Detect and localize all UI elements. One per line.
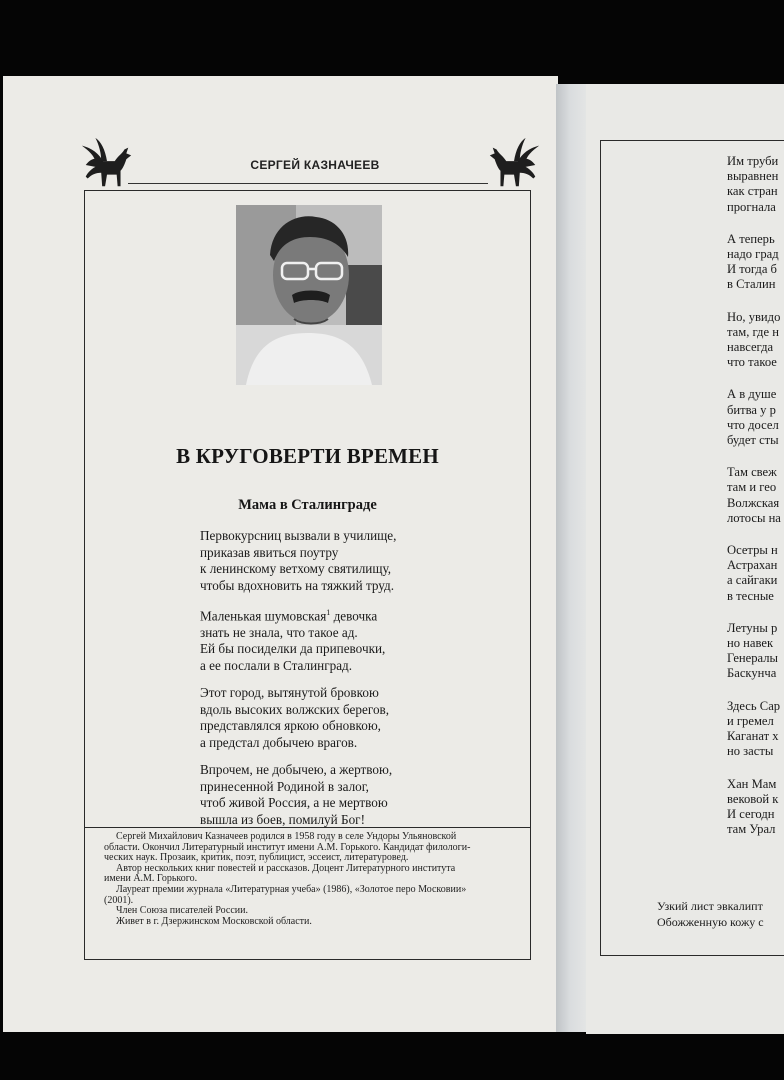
right-poem-line: Астрахан	[727, 558, 778, 573]
poem-title: Мама в Сталинграде	[238, 497, 377, 513]
right-stanza	[727, 465, 784, 526]
right-poem-line: А теперь	[727, 231, 775, 246]
author-photo	[236, 205, 382, 385]
right-footnote-line: Узкий лист эвкалипт	[657, 899, 763, 913]
poem-line-text: Маленькая шумовская	[200, 608, 327, 624]
right-page-poem	[727, 154, 784, 854]
right-poem-line: Каганат х	[727, 729, 779, 744]
right-poem-line: Но, увидо	[727, 309, 781, 324]
poem-line: чтоб живой Россия, а не мертвою	[200, 795, 388, 811]
bio-line: Член Союза писателей России.	[116, 905, 248, 917]
right-poem-line: в тесные	[727, 588, 774, 603]
poem-line: вдоль высоких волжских берегов,	[200, 701, 390, 717]
header-rule	[128, 183, 488, 184]
right-poem-line: Баскунча	[727, 666, 777, 681]
right-poem-line: лотосы на	[727, 510, 781, 525]
right-poem-line: А в душе	[727, 387, 777, 402]
bio-line: Лауреат премии журнала «Литературная учеба» (1986), «Золотое перо Московии»	[116, 883, 467, 895]
poem-line: вышла из боев, помилуй Бог!	[200, 811, 365, 827]
bio-divider	[84, 827, 531, 828]
right-poem-line: что такое	[727, 355, 777, 370]
bio-line: имени А.М. Горького.	[104, 873, 198, 885]
right-stanza	[727, 232, 784, 293]
book-title: В КРУГОВЕРТИ ВРЕМЕН	[176, 444, 439, 468]
right-poem-line: там, где н	[727, 324, 779, 339]
right-poem-line: а сайгаки	[727, 573, 778, 588]
right-poem-line: выравнен	[727, 169, 779, 184]
right-poem-line: как стран	[727, 184, 778, 199]
pegasus-icon	[485, 136, 543, 194]
bio-line: области. Окончил Литературный институт имени А.М. Горького. Кандидат филологи-	[104, 841, 471, 853]
bio-line: Сергей Михайлович Казначеев родился в 1958 году в селе Ундоры Ульяновской	[116, 831, 457, 842]
right-poem-line: и гремел	[727, 713, 774, 728]
poem-line: знать не знала, что такое ад.	[200, 624, 358, 640]
poem-line: а предстал добычею врагов.	[200, 734, 358, 750]
poem-line: Впрочем, не добычею, а жертвою,	[200, 762, 393, 778]
poem-line: Этот город, вытянутой бровкою	[200, 685, 379, 701]
bio-line: Живет в г. Дзержинском Московской области.	[116, 915, 312, 927]
right-poem-line: в Сталин	[727, 277, 776, 292]
right-poem-line: Хан Мам	[727, 776, 777, 791]
right-poem-line: Летуны р	[727, 620, 778, 635]
right-poem-line: что досел	[727, 417, 779, 432]
poem-line: а ее послали в Сталинград.	[200, 657, 353, 673]
right-stanza	[727, 310, 784, 371]
right-poem-line: Генералы	[727, 651, 778, 666]
poem-line: принесенной Родиной в залог,	[200, 778, 369, 794]
right-stanza	[727, 543, 784, 604]
bio-line: ческих наук. Прозаик, критик, поэт, публицист, эссеист, литературовед.	[104, 852, 409, 864]
right-poem-line: но засты	[727, 744, 774, 759]
poem	[200, 528, 500, 839]
right-poem-line: Волжская	[727, 495, 780, 510]
right-poem-line: надо град	[727, 247, 779, 262]
right-poem-line: там и гео	[727, 480, 777, 495]
poem-line: представлялся яркою обновкою,	[200, 718, 381, 734]
right-stanza	[727, 777, 784, 838]
book-gutter	[556, 84, 590, 1032]
author-bio	[104, 832, 524, 927]
right-footnote-line: Обожженную кожу с	[657, 914, 764, 929]
bio-line: Автор нескольких книг повестей и рассказов. Доцент Литературного института	[116, 862, 456, 874]
right-stanza	[727, 699, 784, 760]
poem-stanza	[200, 528, 500, 594]
right-poem-line: И сегодн	[727, 806, 775, 821]
right-poem-line: Там свеж	[727, 465, 777, 480]
poem-line: приказав явиться поутру	[200, 544, 339, 560]
right-poem-line: И тогда б	[727, 262, 777, 277]
right-stanza	[727, 621, 784, 682]
poem-line: к ленинскому ветхому святилищу,	[200, 561, 392, 576]
poem-line: Ей бы посиделки да припевочки,	[200, 641, 386, 657]
footnote-mark: 1	[326, 608, 331, 617]
author-header: СЕРГЕЙ КАЗНАЧЕЕВ	[250, 158, 380, 172]
poem-line: чтобы вдохновить на тяжкий труд.	[200, 577, 395, 593]
poem-stanza	[200, 685, 500, 751]
bio-line: (2001).	[104, 894, 134, 906]
right-poem-line: Осетры н	[727, 543, 778, 558]
right-poem-line: прогнала	[727, 199, 776, 214]
poem-line: Первокурсниц вызвали в училище,	[200, 528, 397, 543]
right-stanza	[727, 387, 784, 448]
poem-line	[200, 605, 500, 625]
right-poem-line: будет сты	[727, 433, 779, 448]
poem-line-text: девочка	[330, 608, 378, 624]
right-poem-line: вековой к	[727, 791, 779, 806]
poem-stanza	[200, 762, 500, 828]
right-poem-line: но навек	[727, 636, 774, 651]
pegasus-icon	[78, 136, 136, 194]
right-poem-line: Здесь Сар	[727, 698, 781, 713]
right-poem-line: там Урал	[727, 822, 776, 837]
right-stanza	[727, 154, 784, 215]
poem-stanza	[200, 605, 500, 674]
right-page-footnote	[657, 899, 784, 930]
right-poem-line: битва у р	[727, 402, 776, 417]
right-poem-line: Им труби	[727, 154, 779, 168]
right-poem-line: навсегда	[727, 340, 774, 355]
